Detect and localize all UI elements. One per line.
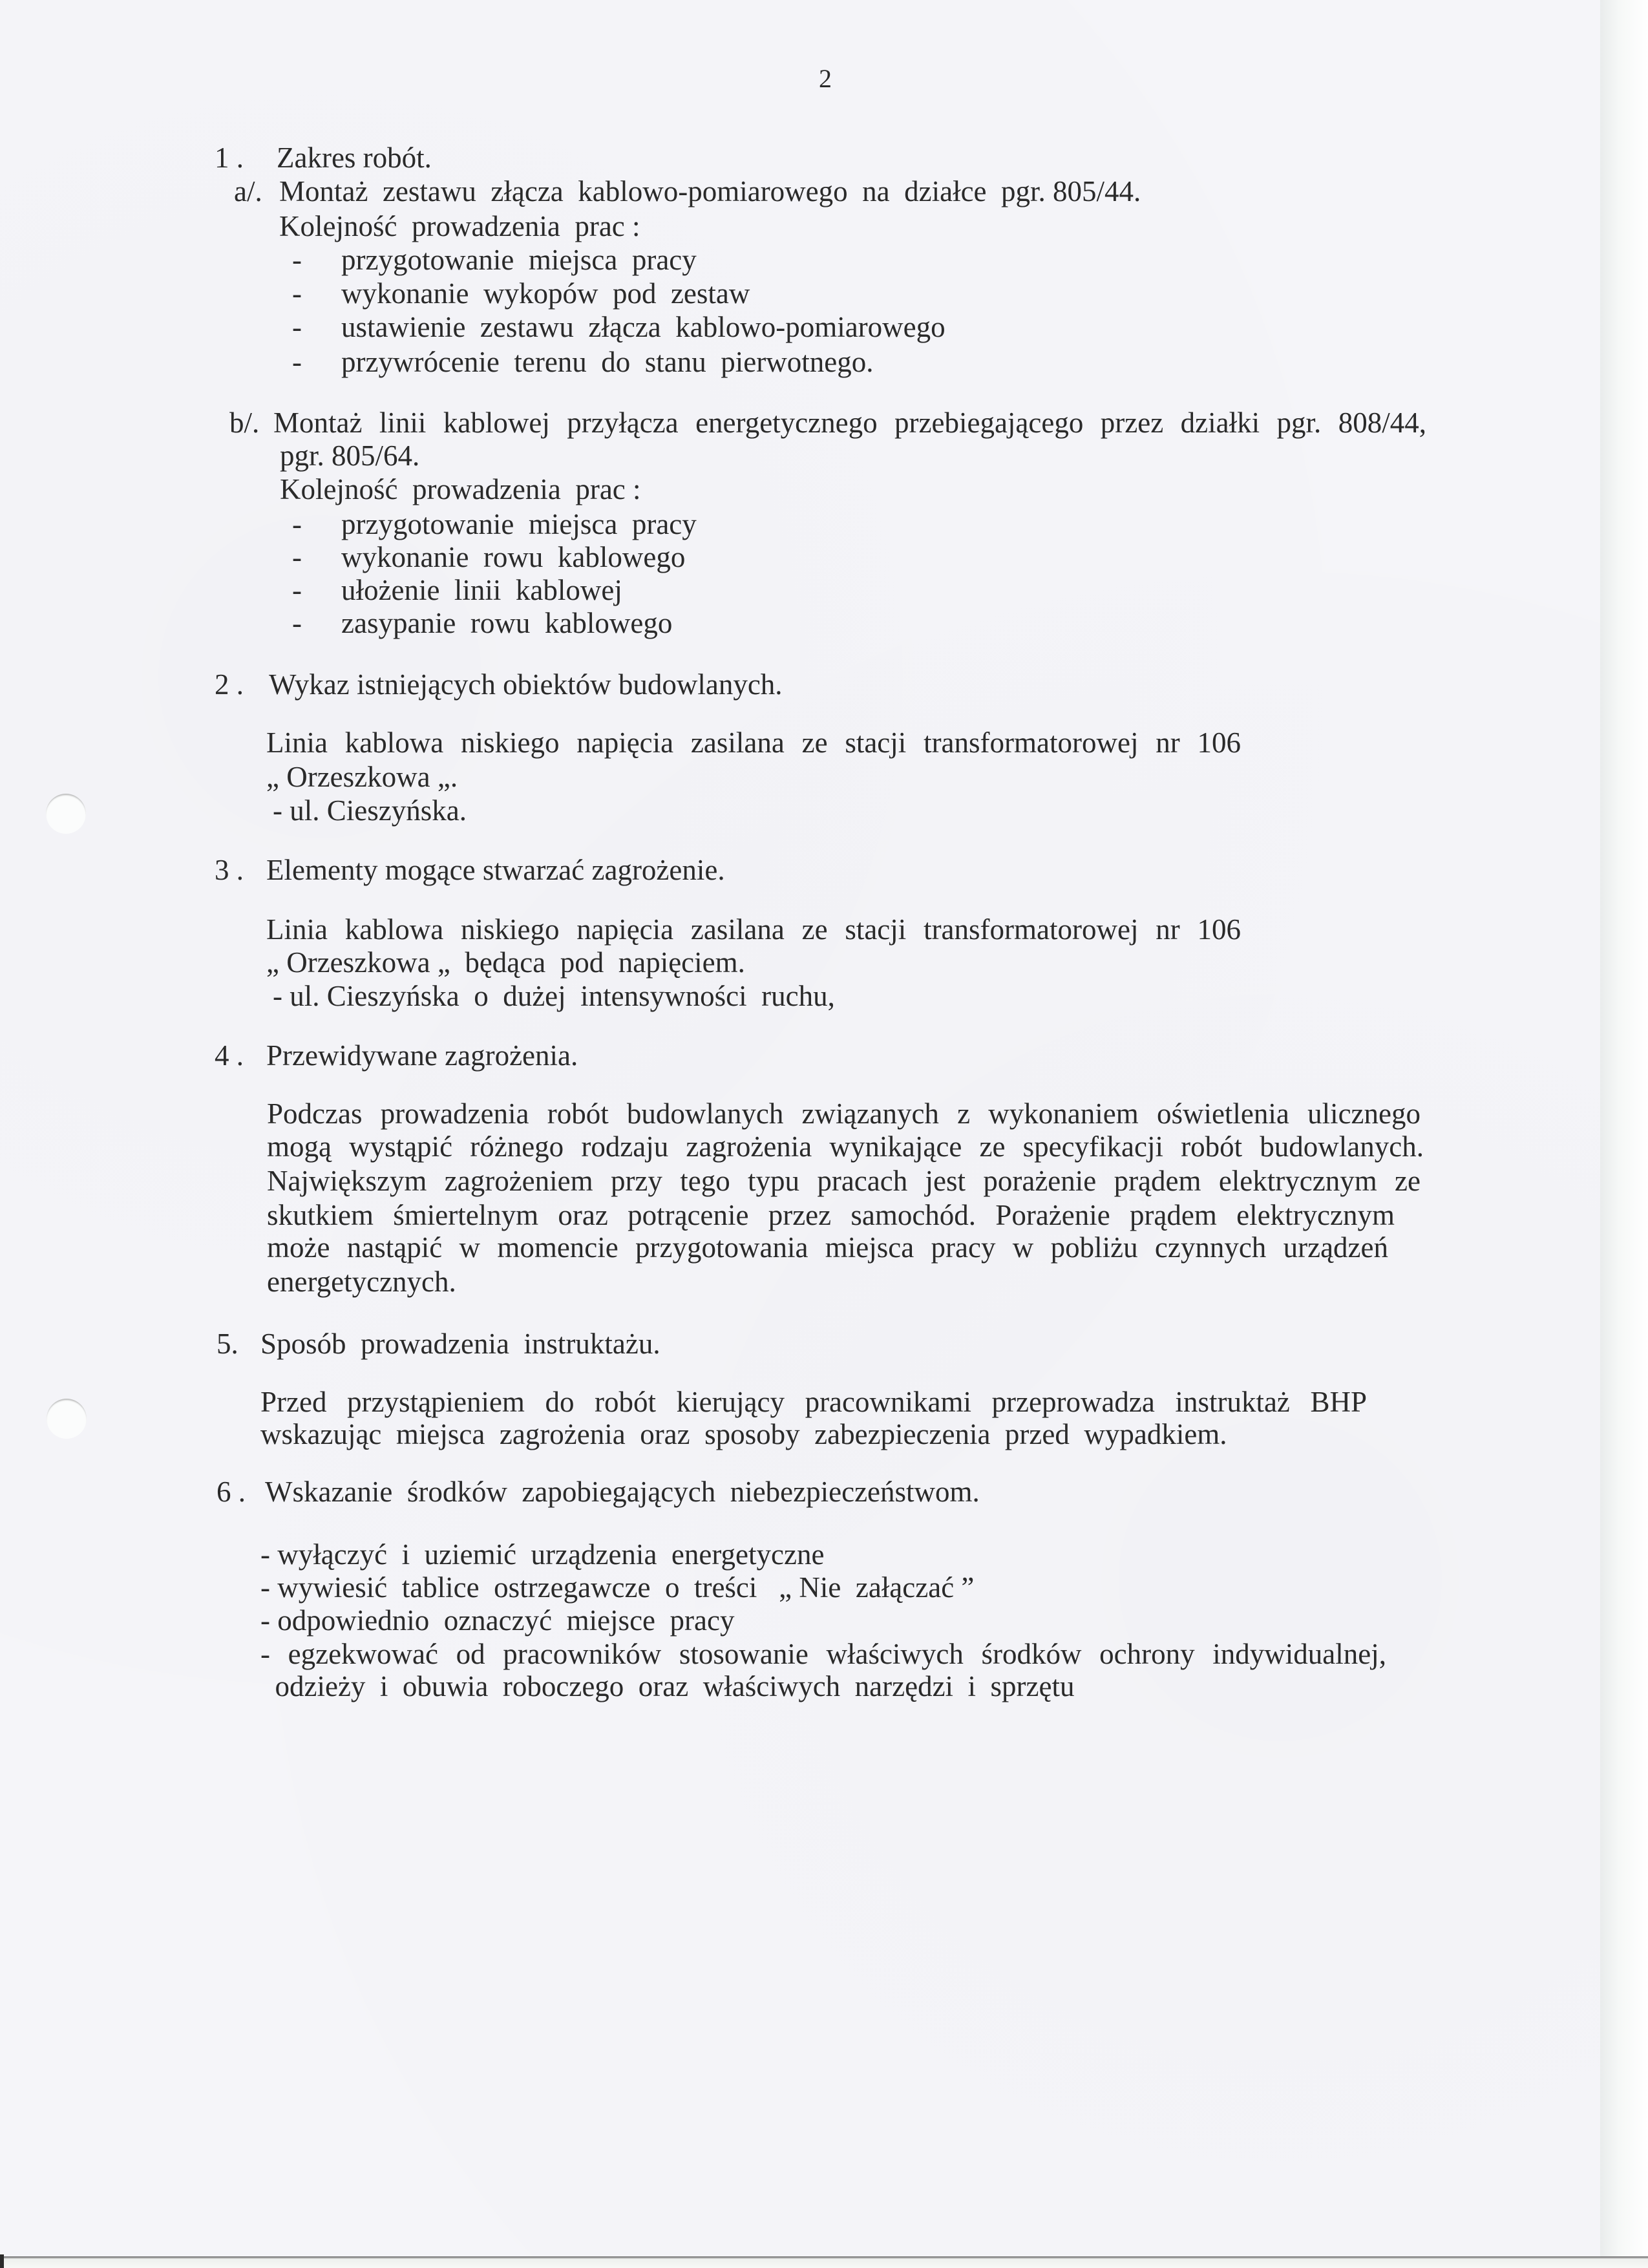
section-number: 1 . bbox=[215, 142, 244, 174]
dash-marker: - bbox=[292, 574, 302, 606]
list-item: - wywiesić tablice ostrzegawcze o treści „ Nie załączać ” bbox=[260, 1571, 975, 1604]
body-line: Linia kablowa niskiego napięcia zasilana ze stacji transformatorowej nr 106 bbox=[266, 913, 1241, 946]
body-line: - ul. Cieszyńska o dużej intensywności ruchu, bbox=[273, 980, 835, 1012]
step-text: przygotowanie miejsca pracy bbox=[341, 508, 697, 540]
body-line: - ul. Cieszyńska. bbox=[273, 794, 467, 827]
section-number: 6 . bbox=[217, 1476, 246, 1508]
dash-marker: - bbox=[292, 607, 302, 639]
subsection-label: a/. bbox=[234, 175, 262, 207]
scanner-background-right bbox=[1600, 0, 1648, 2268]
section-title: Elementy mogące stwarzać zagrożenie. bbox=[266, 854, 725, 886]
subsection-title: Montaż zestawu złącza kablowo-pomiarowego na działce pgr. 805/44. bbox=[279, 175, 1141, 207]
step-text: ułożenie linii kablowej bbox=[341, 574, 622, 606]
section-title: Wskazanie środków zapobiegających niebezpieczeństwom. bbox=[265, 1476, 980, 1508]
body-line: może nastąpić w momencie przygotowania miejsca pracy w pobliżu czynnych urządzeń bbox=[267, 1231, 1388, 1264]
dash-marker: - bbox=[292, 508, 302, 540]
step-text: wykonanie rowu kablowego bbox=[341, 541, 686, 573]
dash-marker: - bbox=[292, 311, 302, 343]
dash-marker: - bbox=[292, 244, 302, 276]
order-heading: Kolejność prowadzenia prac : bbox=[279, 210, 640, 242]
step-text: zasypanie rowu kablowego bbox=[341, 607, 673, 639]
punch-hole-top bbox=[46, 794, 86, 834]
body-line: Linia kablowa niskiego napięcia zasilana ze stacji transformatorowej nr 106 bbox=[266, 726, 1241, 759]
step-text: przywrócenie terenu do stanu pierwotnego. bbox=[341, 346, 874, 378]
body-line: Największym zagrożeniem przy tego typu pracach jest porażenie prądem elektrycznym ze bbox=[267, 1165, 1421, 1197]
scanner-edge-mark bbox=[0, 2254, 4, 2268]
dash-marker: - bbox=[292, 277, 302, 310]
page-number: 2 bbox=[819, 64, 832, 93]
section-title: Wykaz istniejących obiektów budowlanych. bbox=[269, 668, 783, 701]
scanner-background-bottom bbox=[0, 2256, 1648, 2268]
subsection-title: Montaż linii kablowej przyłącza energetycznego przebiegającego przez działki pgr. 808/44, bbox=[273, 407, 1426, 439]
list-item-continuation: odzieży i obuwia roboczego oraz właściwych narzędzi i sprzętu bbox=[260, 1670, 1075, 1702]
list-item: - egzekwować od pracowników stosowanie właściwych środków ochrony indywidualnej, bbox=[260, 1638, 1386, 1670]
body-line: wskazując miejsca zagrożenia oraz sposoby zabezpieczenia przed wypadkiem. bbox=[260, 1418, 1227, 1450]
section-number: 4 . bbox=[215, 1039, 244, 1072]
list-item: - odpowiednio oznaczyć miejsce pracy bbox=[260, 1604, 735, 1637]
body-line: Podczas prowadzenia robót budowlanych związanych z wykonaniem oświetlenia ulicznego bbox=[267, 1097, 1421, 1130]
body-line: Przed przystąpieniem do robót kierujący pracownikami przeprowadza instruktaż BHP bbox=[260, 1386, 1367, 1418]
section-title: Zakres robót. bbox=[277, 142, 432, 174]
list-item: - wyłączyć i uziemić urządzenia energetyczne bbox=[260, 1538, 825, 1571]
body-line: „ Orzeszkowa „. bbox=[266, 761, 458, 793]
body-line: „ Orzeszkowa „ będąca pod napięciem. bbox=[266, 946, 745, 979]
section-number: 3 . bbox=[215, 854, 244, 886]
step-text: przygotowanie miejsca pracy bbox=[341, 244, 697, 276]
step-text: wykonanie wykopów pod zestaw bbox=[341, 277, 750, 310]
order-heading: Kolejność prowadzenia prac : bbox=[280, 473, 641, 505]
dash-marker: - bbox=[292, 541, 302, 573]
section-number: 2 . bbox=[215, 668, 244, 701]
section-title: Sposób prowadzenia instruktażu. bbox=[260, 1328, 660, 1360]
body-line: mogą wystąpić różnego rodzaju zagrożenia wynikające ze specyfikacji robót budowlanych. bbox=[267, 1130, 1424, 1163]
section-number: 5. bbox=[217, 1328, 238, 1360]
body-line: skutkiem śmiertelnym oraz potrącenie przez samochód. Porażenie prądem elektrycznym bbox=[267, 1199, 1395, 1231]
section-title: Przewidywane zagrożenia. bbox=[266, 1039, 578, 1072]
subsection-title-continuation: pgr. 805/64. bbox=[280, 440, 420, 472]
subsection-label: b/. bbox=[229, 407, 260, 439]
punch-hole-bottom bbox=[47, 1399, 87, 1439]
dash-marker: - bbox=[292, 346, 302, 378]
step-text: ustawienie zestawu złącza kablowo-pomiarowego bbox=[341, 311, 945, 343]
body-line: energetycznych. bbox=[267, 1266, 456, 1298]
